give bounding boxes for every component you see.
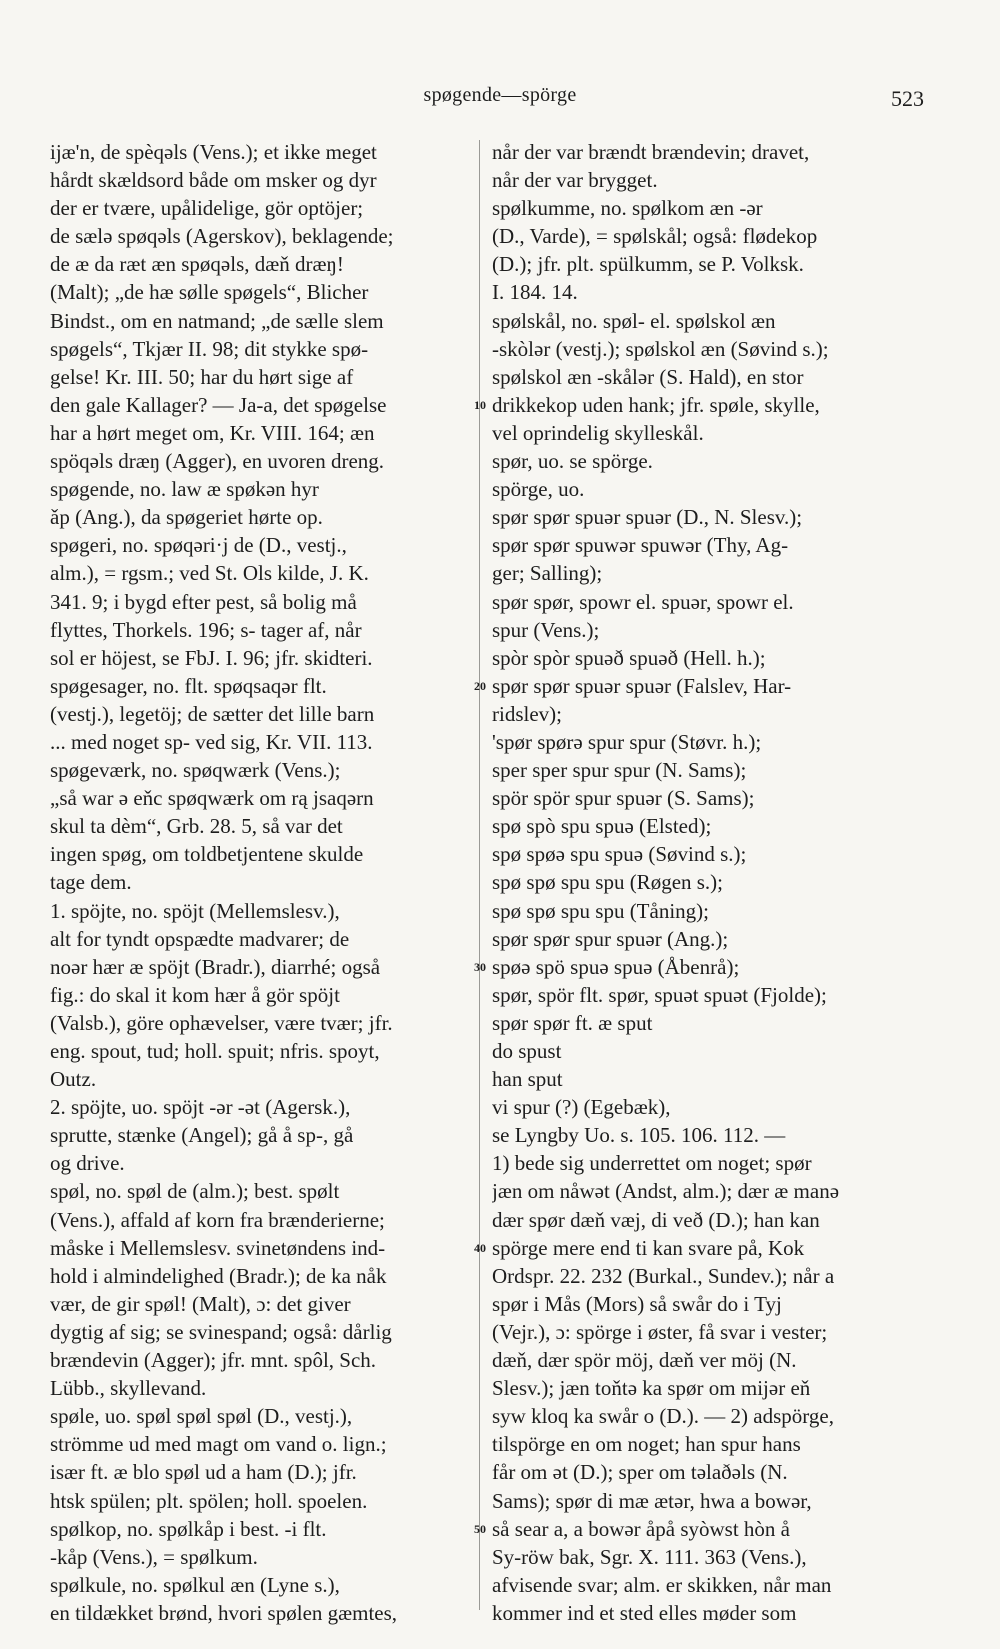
column-divider [479,140,480,1610]
text-line: Sams); spør di mæ ætər, hwa a bowər, [492,1488,812,1513]
text-line: (Valsb.), göre ophævelser, være tvær; jfr. [50,1010,393,1035]
text-line: -skòlər (vestj.); spølskol æn (Søvind s.); [492,336,829,361]
text-line: spörge mere end ti kan svare på, Kok [492,1235,805,1260]
text-line: spør spør ft. æ sput [492,1010,653,1035]
text-line: 1) bede sig underrettet om noget; spør [492,1151,812,1176]
text-line: ger; Salling); [492,561,603,586]
text-line: når der var brygget. [492,168,658,193]
text-line: brændevin (Agger); jfr. mnt. spôl, Sch. [50,1348,377,1373]
text-line: sol er höjest, se FbJ. I. 96; jfr. skidteri. [50,645,373,670]
text-line: -kåp (Vens.), = spølkum. [50,1544,258,1569]
text-line: (Malt); „de hæ sølle spøgels“, Blicher [50,280,369,305]
text-line: spør spør, spowr el. spuər, spowr el. [492,589,794,614]
text-line: sprutte, stænke (Angel); gå å sp-, gå [50,1123,354,1148]
line-number-marker: 40 [474,1240,486,1255]
text-line: spør spør spur spuər (Ang.); [492,926,729,951]
text-line: eng. spout, tud; holl. spuit; nfris. spoyt, [50,1039,380,1063]
text-line: vær, de gir spøl! (Malt), ɔ: det giver [50,1291,351,1316]
text-line: (Vejr.), ɔ: spörge i øster, få svar i vester; [492,1319,828,1344]
text-line: skul ta dèm“, Grb. 28. 5, så var det [50,814,343,839]
text-line: ingen spøg, om toldbetjentene skulde [50,842,364,867]
text-line: spør spør spuər spuər (D., N. Slesv.); [492,505,803,530]
text-line: 'spør spørə spur spur (Støvr. h.); [492,729,762,754]
text-line: spølskol æn -skålər (S. Hald), en stor [492,364,804,389]
text-line: spø spò spu spuə (Elsted); [492,814,712,839]
text-line: I. 184. 14. [492,280,578,305]
text-line: ijæ'n, de spèqəls (Vens.); et ikke meget [50,140,377,164]
text-line: så sear a, a bowər åpå syòwst hòn å [492,1516,790,1541]
text-line: spøgeværk, no. spøqwærk (Vens.); [50,758,341,783]
text-line: tilspörge en om noget; han spur hans [492,1432,801,1457]
text-line: kommer ind et sted elles møder som [492,1600,797,1625]
text-line: Outz. [50,1067,97,1092]
text-line: strömme ud med magt om vand o. lign.; [50,1432,387,1457]
text-line: hold i almindelighed (Bradr.); de ka nåk [50,1263,387,1288]
text-line: flyttes, Thorkels. 196; s- tager af, når [50,617,362,642]
text-line: se Lyngby Uo. s. 105. 106. 112. — [492,1123,786,1148]
text-line: Sy-röw bak, Sgr. X. 111. 363 (Vens.), [492,1544,807,1569]
text-line: syw kloq ka swår o (D.). — 2) adspörge, [492,1404,834,1429]
text-line: især ft. æ blo spøl ud a ham (D.); jfr. [50,1460,357,1485]
text-line: spør, uo. se spörge. [492,449,653,474]
text-line: spølkule, no. spølkul æn (Lyne s.), [50,1572,340,1597]
text-line: spø spø spu spu (Tåning); [492,898,709,923]
text-line: spølskål, no. spøl- el. spølskol æn [492,308,776,333]
text-line: spøgesager, no. flt. spøqsaqər flt. [50,673,327,698]
text-line: (D.); jfr. plt. spülkumm, se P. Volksk. [492,252,804,277]
text-line: 1. spöjte, no. spöjt (Mellemslesv.), [50,898,340,923]
text-line: måske i Mellemslesv. svinetøndens ind- [50,1235,386,1260]
text-line: spør spør spuər spuər (Falslev, Har- [492,673,792,698]
text-line: tage dem. [50,870,132,895]
text-line: vi spur (?) (Egebæk), [492,1095,671,1120]
text-line: spø spøə spu spuə (Søvind s.); [492,842,747,867]
text-line: afvisende svar; alm. er skikken, når man [492,1572,832,1597]
text-line: do spust [492,1039,562,1063]
text-line: dær spør dæň væj, di veð (D.); han kan [492,1207,820,1232]
line-number-marker: 50 [474,1521,486,1536]
right-column [492,138,924,1627]
text-line: spør, spör flt. spør, spuət spuət (Fjolde); [492,982,827,1007]
text-line: Bindst., om en natmand; „de sælle slem [50,308,384,333]
text-line: der er tvære, upålidelige, gör optöjer; [50,196,364,221]
text-line: 341. 9; i bygd efter pest, så bolig må [50,589,357,614]
text-line: spør spør spuwər spuwər (Thy, Ag- [492,533,789,558]
text-line: får om ət (D.); sper om təlaðəls (N. [492,1460,788,1485]
text-line: noər hær æ spöjt (Bradr.), diarrhé; også [50,954,381,979]
text-line: de æ da ræt æn spøqəls, dæň dræŋ! [50,252,344,277]
text-line: spøgeri, no. spøqəri·j de (D., vestj., [50,533,347,558]
text-line: Ordspr. 22. 232 (Burkal., Sundev.); når a [492,1263,835,1288]
line-number-marker: 30 [474,959,486,974]
text-line: spöqəls dræŋ (Agger), en uvoren dreng. [50,449,385,474]
text-line: spør i Mås (Mors) så swår do i Tyj [492,1291,782,1316]
text-line: spøgende, no. law æ spøkən hyr [50,477,319,502]
text-line: de sælə spøqəls (Agerskov), beklagende; [50,224,394,249]
text-line: vel oprindelig skylleskål. [492,420,704,445]
text-line: spøgels“, Tkjær II. 98; dit stykke spø- [50,336,369,361]
text-line: gelse! Kr. III. 50; har du hørt sige af [50,364,354,389]
text-line: spòr spòr spuəð spuəð (Hell. h.); [492,645,766,670]
line-number-marker: 10 [474,397,486,412]
text-line: og drive. [50,1151,125,1176]
text-line: spörge, uo. [492,477,585,502]
text-line: spø spø spu spu (Røgen s.); [492,870,724,895]
text-line: en tildækket brønd, hvori spølen gæmtes, [50,1600,398,1625]
text-line: (Vens.), affald af korn fra brænderierne; [50,1207,385,1232]
text-line: spur (Vens.); [492,617,600,642]
page-number: 523 [891,86,924,111]
text-line: når der var brændt brændevin; dravet, [492,140,810,164]
text-line: alm.), = rgsm.; ved St. Ols kilde, J. K. [50,561,369,586]
text-line: spølkumme, no. spølkom æn -ər [492,196,763,221]
text-line: dygtig af sig; se svinespand; også: dårlig [50,1319,392,1344]
text-line: spølkop, no. spølkåp i best. -i flt. [50,1516,327,1541]
text-line: (vestj.), legetöj; de sætter det lille barn [50,701,375,726]
text-line: drikkekop uden hank; jfr. spøle, skylle, [492,392,820,417]
running-header: spøgende—spörge [423,84,577,106]
text-line: alt for tyndt opspædte madvarer; de [50,926,350,951]
text-line: har a hørt meget om, Kr. VIII. 164; æn [50,420,375,445]
text-line: spøle, uo. spøl spøl spøl (D., vestj.), [50,1404,353,1429]
left-column [50,138,468,1627]
text-line: spör spör spur spuər (S. Sams); [492,786,755,811]
text-line: ridslev); [492,701,562,726]
text-line: sper sper spur spur (N. Sams); [492,758,747,783]
text-line: ǎp (Ang.), da spøgeriet hørte op. [50,505,323,530]
text-line: dæň, dær spör möj, dæň ver möj (N. [492,1348,797,1373]
line-number-marker: 20 [474,678,486,693]
text-line: Lübb., skyllevand. [50,1376,207,1401]
text-line: den gale Kallager? — Ja-a, det spøgelse [50,392,387,417]
text-line: (D., Varde), = spølskål; også: flødekop [492,224,818,249]
text-line: spøə spö spuə spuə (Åbenrå); [492,954,740,979]
text-line: ... med noget sp- ved sig, Kr. VII. 113. [50,729,373,754]
text-line: jæn om nåwət (Andst, alm.); dær æ manə [492,1179,840,1204]
text-line: fig.: do skal it kom hær å gör spöjt [50,982,340,1007]
text-line: han sput [492,1067,563,1092]
text-line: spøl, no. spøl de (alm.); best. spølt [50,1179,340,1204]
text-line: 2. spöjte, uo. spöjt -ər -ət (Agersk.), [50,1095,351,1120]
text-line: „så war ə eňc spøqwærk om rą jsaqərn [50,786,374,811]
text-line: htsk spülen; plt. spölen; holl. spoelen. [50,1488,368,1513]
text-line: Slesv.); jæn toňtə ka spør om mijər eň [492,1376,811,1401]
text-line: hårdt skældsord både om msker og dyr [50,168,377,193]
